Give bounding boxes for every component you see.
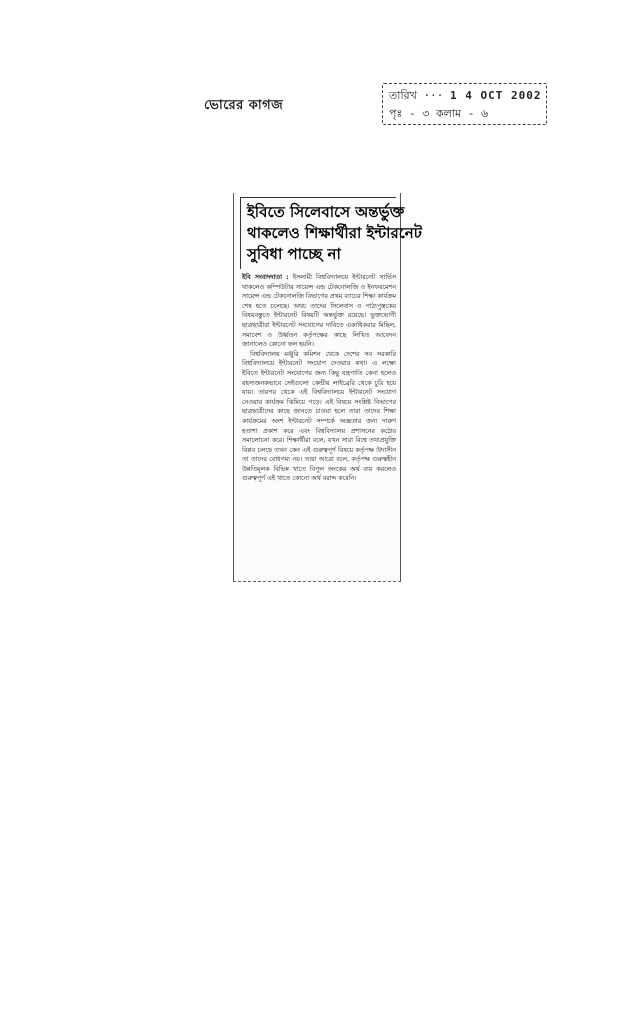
- paragraph-text: বিশ্ববিদ্যালয় মঞ্জুরি কমিশন থেকে দেশের সব সরকারি বিশ্ববিদ্যালয়ে ইন্টারনেট সংযোগ দেওয়ার কথা। এ লক্ষ্যে ইবিতে ইন্টারনেট সংযোগের জন্য কিছু যন্ত্রপাতি কেনা হলেও রহস্যজনকভাবে সেইগুলো কেন্দ্রীয় লাইব্রেরি থেকে চুরি হয়ে যায়। তারপর থেকে এই বিশ্ববিদ্যালয়ে ইন্টারনেট সংযোগ নেওয়ার কার্যক্রম ঝিমিয়ে পড়ে। এই বিষয়ে সংশ্লিষ্ট বিভাগের ছাত্রছাত্রীদের কাছে জানতে চাওয়া হলে তারা তাদের শিক্ষা কার্যক্রমের অংশ ইন্টারনেট সম্পর্কে অজ্ঞতার জন্য দারুণ হতাশা প্রকাশ করে এবং বিশ্ববিদ্যালয় প্রশাসনের কঠোর সমালোচনা করে। শিক্ষার্থীরা বলে, যখন সারা বিশ্বে তথ্যপ্রযুক্তি বিপ্লব চলছে তখন কেন এই গুরুত্বপূর্ণ বিষয়ে কর্তৃপক্ষ উদাসীন তা তাদের বোধগম্য নয়। তারা আরো বলে, কর্তৃপক্ষ গুরুত্বহীন উন্নতিমূলক বিভিন্ন খাতে বিপুল অংকের অর্থ ব্যয় করলেও গুরুত্বপূর্ণ এই খাতে কোনো অর্থ বরাদ্দ করেনি।: [242, 350, 396, 483]
- article-headline: [240, 197, 422, 269]
- article-byline: ইবি সংবাদদাতা :: [242, 274, 289, 281]
- news-clipping: [233, 193, 422, 582]
- paragraph-text: ইসলামী বিশ্ববিদ্যালয়ে ইন্টারনেট সার্ভিস থাকলেও কম্পিউটার সায়েন্স এন্ড টেকনোলজি ও ইনফরমেশন সায়েন্স এন্ড টেকনোলজি বিভাগের প্রথম ব্যাচের শিক্ষা কার্যক্রম শেষ হতে চলেছে। অথচ তাদের সিলেবাস ও পাঠ্যপুস্তকের বিষয়বস্তুতে ইন্টারনেট বিষয়টি অন্তর্ভুক্ত রয়েছে। ভুক্তভোগী ছাত্রছাত্রীরা ইন্টারনেট সংযোগের দাবিতে একাধিকবার মিছিল, সমাবেশ ও উর্ধ্বতন কর্তৃপক্ষের কাছে লিখিত আবেদন জানালেও কোনো ফল হয়নি।: [242, 274, 396, 349]
- stamp-date-value: 1 4 OCT 2002: [449, 89, 542, 102]
- stamp-column-value: ৬: [481, 107, 489, 120]
- newspaper-name: ভোরের কাগজ: [204, 98, 284, 113]
- headline-line: ইবিতে সিলেবাসে অন্তর্ভুক্ত: [247, 203, 405, 221]
- headline-line: থাকলেও শিক্ষার্থীরা ইন্টারনেট: [247, 224, 422, 242]
- headline-line: সুবিধা পাচ্ছে না: [247, 245, 341, 263]
- article-body: [242, 273, 396, 484]
- stamp-page-label: পৃঃ - ৩ কলাম -: [389, 107, 475, 120]
- stamp-date-line: [389, 87, 541, 106]
- stamp-date-label: তারিখ ···: [389, 89, 444, 102]
- stamp-page-line: [389, 105, 488, 124]
- archive-date-stamp: [382, 83, 547, 125]
- article-paragraph: [242, 273, 396, 350]
- article-paragraph: [242, 350, 396, 484]
